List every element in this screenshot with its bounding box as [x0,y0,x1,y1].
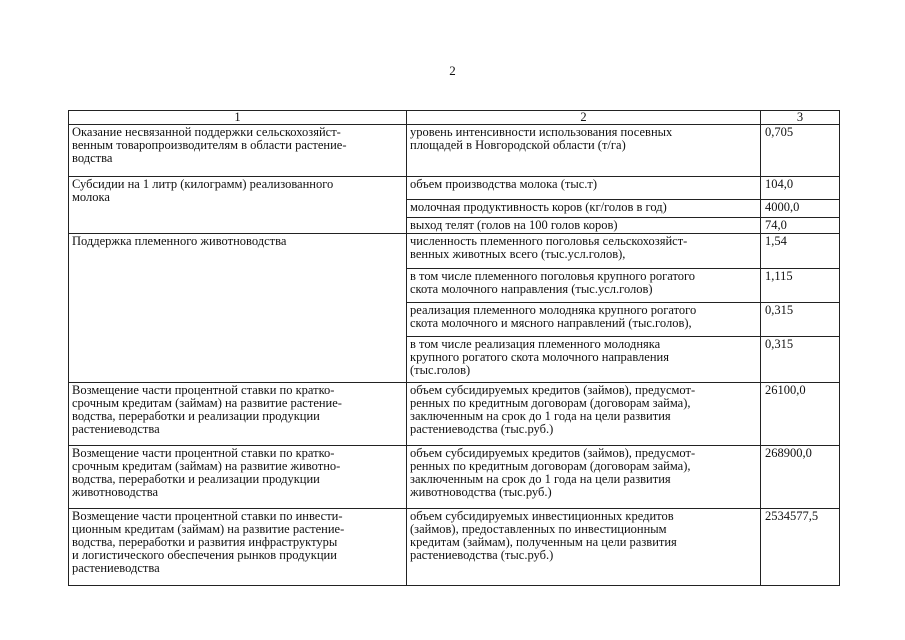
table-row [69,509,840,586]
table-header-row [69,111,840,125]
indicator-value-cell: 4000,0 [761,200,840,218]
table-row [69,446,840,509]
indicator-name-cell: объем субсидируемых кредитов (займов), предусмот- ренных по кредитным договорам (договорам займа), заключенным на срок до 1 года на цели развития растениеводства (тыс.руб.) [407,383,761,446]
indicator-name-cell: молочная продуктивность коров (кг/голов в год) [407,200,761,218]
indicator-name-cell: объем субсидируемых инвестиционных кредитов (займов), предоставленных по инвестиционным кредитам (займам), полученным на цели развития растениеводства (тыс.руб.) [407,509,761,586]
indicator-name-cell: уровень интенсивности использования посевных площадей в Новгородской области (т/га) [407,125,761,177]
indicator-name-cell: численность племенного поголовья сельскохозяйст- венных животных всего (тыс.усл.голов), [407,234,761,269]
indicator-value-cell: 268900,0 [761,446,840,509]
measure-cell: Поддержка племенного животноводства [69,234,407,383]
indicator-name-cell: реализация племенного молодняка крупного рогатого скота молочного и мясного направлений (тыс.голов), [407,303,761,337]
indicator-value-cell: 1,115 [761,269,840,303]
indicator-name-cell: выход телят (голов на 100 голов коров) [407,218,761,234]
indicator-value-cell: 104,0 [761,177,840,200]
indicator-value-cell: 74,0 [761,218,840,234]
indicator-name-cell: объем производства молока (тыс.т) [407,177,761,200]
column-header-1: 1 [69,111,407,125]
indicator-name-cell: объем субсидируемых кредитов (займов), предусмот- ренных по кредитным договорам (договорам займа), заключенным на срок до 1 года на цели развития животноводства (тыс.руб.) [407,446,761,509]
measure-cell: Возмещение части процентной ставки по кратко- срочным кредитам (займам) на развитие животно- водства, переработки и реализации продукции животноводства [69,446,407,509]
column-header-3: 3 [761,111,840,125]
table-row [69,234,840,269]
measure-cell: Возмещение части процентной ставки по кратко- срочным кредитам (займам) на развитие растение- водства, переработки и реализации продукции растениеводства [69,383,407,446]
table-row [69,177,840,200]
table-row [69,125,840,177]
measure-cell: Возмещение части процентной ставки по инвести- ционным кредитам (займам) на развитие растение- водства, переработки и развития инфраструктуры и логистического обеспечения рынков продукции растениеводства [69,509,407,586]
measure-cell: Субсидии на 1 литр (килограмм) реализованного молока [69,177,407,234]
indicator-value-cell: 0,315 [761,303,840,337]
indicator-value-cell: 1,54 [761,234,840,269]
indicator-name-cell: в том числе племенного поголовья крупного рогатого скота молочного направления (тыс.усл.голов) [407,269,761,303]
indicator-value-cell: 26100,0 [761,383,840,446]
column-header-2: 2 [407,111,761,125]
indicator-name-cell: в том числе реализация племенного молодняка крупного рогатого скота молочного направления (тыс.голов) [407,337,761,383]
indicator-value-cell: 0,315 [761,337,840,383]
table-row [69,383,840,446]
measure-cell: Оказание несвязанной поддержки сельскохозяйст- венным товаропроизводителям в области растение- водства [69,125,407,177]
page-number: 2 [449,63,456,78]
indicators-table [68,110,840,586]
indicator-value-cell: 2534577,5 [761,509,840,586]
indicator-value-cell: 0,705 [761,125,840,177]
